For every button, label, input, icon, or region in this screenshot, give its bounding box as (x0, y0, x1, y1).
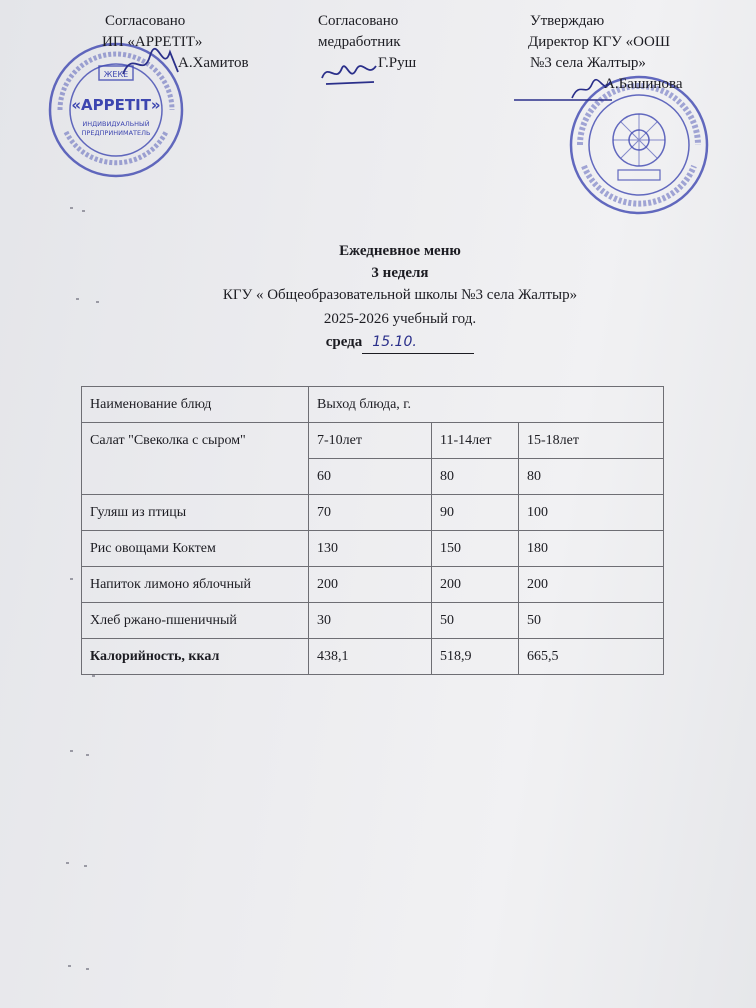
portion-value: 80 (519, 459, 664, 495)
seal-sub2: ПРЕДПРИНИМАТЕЛЬ (81, 129, 151, 137)
portion-value: 200 (519, 567, 664, 603)
margin-mark (70, 578, 73, 580)
age-group: 15-18лет (519, 423, 664, 459)
school-name: КГУ « Общеобразовательной школы №3 села Жалтыр» (222, 287, 578, 303)
portion-value: 80 (432, 459, 519, 495)
table-row (82, 531, 664, 567)
middle-role: медработник (318, 34, 401, 50)
right-school: №3 села Жалтыр» (530, 55, 646, 71)
total-value: 518,9 (432, 639, 519, 675)
signature-left (118, 44, 188, 84)
total-value: 438,1 (309, 639, 432, 675)
margin-mark (86, 754, 89, 756)
middle-approval: Согласовано (318, 13, 399, 29)
table-row (82, 495, 664, 531)
dish-name: Напиток лимоно яблочный (82, 567, 309, 603)
menu-title: Ежедневное меню (339, 243, 461, 259)
day-line (0, 332, 756, 354)
seal-brand: «APPETIT» (71, 96, 161, 114)
portion-value: 200 (309, 567, 432, 603)
dish-name: Гуляш из птицы (82, 495, 309, 531)
week-label: 3 неделя (371, 265, 429, 281)
portion-value: 30 (309, 603, 432, 639)
margin-mark (66, 862, 69, 864)
menu-table (81, 386, 664, 675)
total-value: 665,5 (519, 639, 664, 675)
portion-value: 60 (309, 459, 432, 495)
margin-mark (68, 965, 71, 967)
portion-value: 200 (432, 567, 519, 603)
dish-name: Салат "Свеколка с сыром" (82, 423, 309, 495)
table-header-row (82, 387, 664, 423)
portion-value: 50 (519, 603, 664, 639)
portion-value: 150 (432, 531, 519, 567)
middle-person: Г.Руш (378, 55, 417, 71)
left-company: ИП «APPETIT» (102, 34, 203, 50)
portion-value: 70 (309, 495, 432, 531)
left-approval: Согласовано (105, 13, 186, 29)
total-row (82, 639, 664, 675)
margin-mark (76, 298, 79, 300)
seal-small-text: ЖЕКЕ (103, 70, 129, 79)
table-row (82, 567, 664, 603)
portion-value: 180 (519, 531, 664, 567)
left-person: А.Хамитов (178, 55, 249, 71)
dish-name: Хлеб ржано-пшеничный (82, 603, 309, 639)
header-dish-name: Наименование блюд (82, 387, 309, 423)
margin-mark (70, 207, 73, 209)
age-group: 7-10лет (309, 423, 432, 459)
right-approval: Утверждаю (530, 13, 605, 29)
day-label: среда (325, 334, 363, 350)
day-value: 15.10. (372, 334, 417, 350)
margin-mark (84, 865, 87, 867)
margin-mark (82, 210, 85, 212)
right-role: Директор КГУ «ООШ (528, 34, 670, 50)
seal-sub1: ИНДИВИДУАЛЬНЫЙ (82, 120, 150, 128)
signature-middle (318, 56, 382, 90)
portion-value: 50 (432, 603, 519, 639)
margin-mark (96, 301, 99, 303)
age-group: 11-14лет (432, 423, 519, 459)
margin-mark (86, 968, 89, 970)
portion-value: 100 (519, 495, 664, 531)
header-output: Выход блюда, г. (309, 387, 664, 423)
day-field (362, 332, 474, 354)
signature-right (512, 78, 622, 104)
table-row (82, 423, 664, 459)
portion-value: 90 (432, 495, 519, 531)
table-row (82, 603, 664, 639)
margin-mark (70, 750, 73, 752)
right-person: А.Башинова (604, 76, 683, 92)
portion-value: 130 (309, 531, 432, 567)
school-year: 2025-2026 учебный год. (323, 311, 477, 327)
margin-mark (92, 675, 95, 677)
total-label: Калорийность, ккал (82, 639, 309, 675)
dish-name: Рис овощами Коктем (82, 531, 309, 567)
